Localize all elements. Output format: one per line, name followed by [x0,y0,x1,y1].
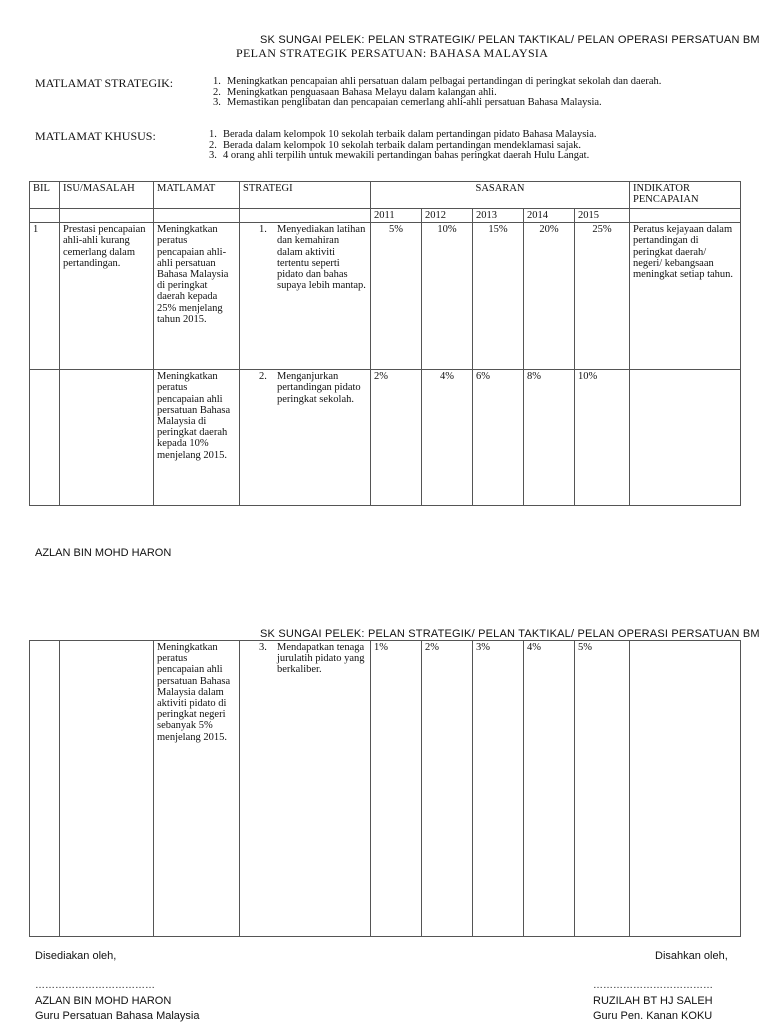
signature-line-right: ……………………………… [593,980,713,991]
list-item: 2. Berada dalam kelompok 10 sekolah terbaik dalam pertandingan mendeklamasi sajak. [209,139,582,151]
approved-by-role: Guru Pen. Kanan KOKU [593,1010,713,1022]
signature-line-left: ……………………………… [35,980,155,991]
table-row [30,223,741,370]
prepared-by-name: AZLAN BIN MOHD HARON [35,995,172,1007]
approved-by-name: RUZILAH BT HJ SALEH [593,995,713,1007]
bil-cell: 1 [30,223,60,370]
target-cell: 4% [422,370,473,506]
page-title: PELAN STRATEGIK PERSATUAN: BAHASA MALAYSIA [236,46,549,60]
header-isu: ISU/MASALAH [60,182,154,209]
matlamat-khusus-label: MATLAMAT KHUSUS: [35,129,156,143]
matlamat-strategik-label: MATLAMAT STRATEGIK: [35,76,174,90]
year-cell: 2013 [473,209,524,223]
target-cell: 4% [524,641,575,937]
table-row [30,370,741,506]
target-cell: 25% [575,223,630,370]
matlamat-khusus-list [209,130,597,162]
header-matlamat: MATLAMAT [154,182,240,209]
year-cell: 2012 [422,209,473,223]
target-cell: 20% [524,223,575,370]
target-cell: 6% [473,370,524,506]
table-year-row [30,209,741,223]
prepared-by-role: Guru Persatuan Bahasa Malaysia [35,1010,200,1022]
approved-by-label: Disahkan oleh, [655,950,728,962]
header-bil: BIL [30,182,60,209]
target-cell: 3% [473,641,524,937]
matlamat-cell: Meningkatkan peratus pencapaian ahli-ahli persatuan Bahasa Malaysia di peringkat daerah kepada 25% menjelang tahun 2015. [154,223,240,370]
target-cell: 10% [422,223,473,370]
bil-cell [30,370,60,506]
target-cell: 15% [473,223,524,370]
indikator-cell: Peratus kejayaan dalam pertandingan di peringkat daerah/ negeri/ kebangsaan meningkat setiap tahun. [630,223,741,370]
list-item: 3. 4 orang ahli terpilih untuk mewakili pertandingan bahas peringkat daerah Hulu Langat. [209,150,590,161]
strategi-cell: 3. Mendapatkan tenaga jurulatih pidato yang berkaliber. [240,641,371,937]
isu-cell: Prestasi pencapaian ahli-ahli kurang cemerlang dalam pertandingan. [60,223,154,370]
target-cell: 10% [575,370,630,506]
target-cell: 2% [371,370,422,506]
target-cell: 1% [371,641,422,937]
header-strategi: STRATEGI [240,182,371,209]
header-indikator: INDIKATOR PENCAPAIAN [630,182,741,209]
list-item: 3. Memastikan penglibatan dan pencapaian cemerlang ahli-ahli persatuan Bahasa Malaysia. [213,97,602,108]
target-cell: 5% [575,641,630,937]
matlamat-strategik-list [213,77,661,109]
header-sasaran: SASARAN [371,182,630,209]
strategic-plan-table [29,181,741,506]
matlamat-cell: Meningkatkan peratus pencapaian ahli persatuan Bahasa Malaysia dalam aktiviti pidato di peringkat negeri sebanyak 5% menjelang 2015. [154,641,240,937]
page-header: SK SUNGAI PELEK: PELAN STRATEGIK/ PELAN TAKTIKAL/ PELAN OPERASI PERSATUAN BM [260,34,760,46]
target-cell: 2% [422,641,473,937]
strategi-cell: 1. Menyediakan latihan dan kemahiran dalam aktiviti tertentu seperti pidato dan bahas supaya lebih mantap. [240,223,371,370]
list-item: 1. Berada dalam kelompok 10 sekolah terbaik dalam pertandingan pidato Bahasa Malaysia. [209,129,597,140]
year-cell: 2015 [575,209,630,223]
year-cell: 2011 [371,209,422,223]
target-cell: 8% [524,370,575,506]
year-cell: 2014 [524,209,575,223]
strategic-plan-table-continued [29,640,741,937]
list-item: 2. Meningkatkan penguasaan Bahasa Melayu dalam kalangan ahli. [213,86,497,98]
page2-header: SK SUNGAI PELEK: PELAN STRATEGIK/ PELAN TAKTIKAL/ PELAN OPERASI PERSATUAN BM [260,628,760,640]
target-cell: 5% [371,223,422,370]
page1-signature: AZLAN BIN MOHD HARON [35,547,172,559]
table-header-row [30,182,741,209]
prepared-by-label: Disediakan oleh, [35,950,117,962]
matlamat-cell: Meningkatkan peratus pencapaian ahli persatuan Bahasa Malaysia di peringkat daerah kepada 10% menjelang 2015. [154,370,240,506]
strategi-cell: 2. Menganjurkan pertandingan pidato peringkat sekolah. [240,370,371,506]
isu-cell [60,370,154,506]
table-row [30,641,741,937]
indikator-cell [630,370,741,506]
list-item: 1. Meningkatkan pencapaian ahli persatuan dalam pelbagai pertandingan di peringkat sekolah dan daerah. [213,76,662,87]
